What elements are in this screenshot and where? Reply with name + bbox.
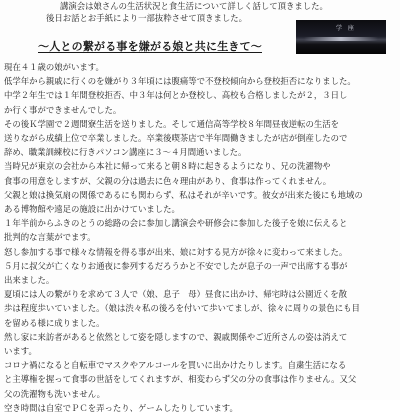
body-text [0, 60, 400, 415]
body-line: 空き時間は自室でＰＣを弄ったり、ゲームしたりしています。 [4, 402, 238, 413]
body-line: 低学年から親戚に行くのを嫌がり３年頃には腹痛等で不登校傾向から登校拒否になりました。 [4, 76, 356, 87]
photo-caption: 学 座 [336, 25, 356, 32]
body-line: 当時兄が東京の会社から本社に帰って来ると朝８時に起きるようになり、兄の洗濯物や [4, 161, 331, 172]
body-line: 現在４１歳の娘がいます。 [4, 62, 104, 72]
intro-line: 後日お話とお手紙により一部抜粋させて頂きました。 [46, 13, 247, 23]
body-line: ある博物館や遠足の施設に出かけていました。 [4, 204, 180, 215]
page-title: ～人との繋がる事を嫌がる娘と共に生きて～ [38, 40, 262, 53]
body-line: 歩は程度歩いていました。（娘は渋々私の後ろを付いて歩いてましが、徐々に周りの景色にも目 [4, 303, 360, 314]
body-line: を留める様に成りました。 [4, 317, 105, 328]
body-line: 夏頃には人の繋がりを求めて３人で（娘、息子 母）昼食に出かけ、帰宅時は公園近くを散 [4, 289, 348, 300]
body-line: います。 [4, 346, 37, 357]
horizon-glow [304, 37, 378, 41]
body-line: 批判的な言葉がでます。 [4, 232, 96, 243]
body-line: か行く事ができませんでした。 [4, 104, 122, 115]
body-line: 父親と娘は換気扇の関係であるにも関わらず、私はそれが辛いです。彼女が出来た後にも地域の [4, 189, 363, 200]
night-landscape-photo [296, 20, 386, 54]
body-line: その後Ｋ学園で２週間寮生活を送りました。そして通信高等学校８年間昼夜逆転の生活を [4, 118, 339, 129]
body-line: コロナ禍になると自転車でマスクやアルコールを買いに出かけたりします。自粛生活になる [4, 360, 347, 371]
body-line: 父の洗濯物も洗いません。 [4, 388, 106, 399]
body-line: 送りながら成績上位で卒業しました。卒業後喫茶店で半年間働きましたが店が倒産したので [4, 133, 348, 144]
body-line: 怒し参加する事で様々な情報を得る事が出来、娘に対する見方が徐々に変わって来ました。 [4, 246, 348, 257]
body-line: 中学２年生では１年間登校拒否、中３年は何とか登校し、高校も合格しましたが２，３日し [4, 90, 348, 101]
body-line: １年半前からふきのとうの総路の会に参加し講演会や研修会に参加した後子を娘に伝えると [4, 218, 348, 229]
body-line: 辞め、職業訓練校に行きパソコン講座に３～４月間通いました。 [4, 147, 247, 158]
body-line: 出来ました。 [4, 275, 55, 286]
body-line: 然し家に来訪者があると依然として姿を隠しますので、親戚関係やご近所さんの姿は消えて [4, 331, 348, 342]
body-line: ５月に叔父が亡くなりお通夜に参列するだろうかと不安でしたが息子の一声で出席する事が [4, 260, 348, 271]
intro-line: 講演会は娘さんの生活状況と食生活について詳しく話して頂きました。 [60, 1, 328, 11]
body-line: と主導権を握って食事の世話をしてくれますが、相変わらず父の分の食事は作りません。又父 [4, 374, 357, 385]
body-line: 食事の用意をしますが、父親の分は過去に色々理由があり、食事は作ってくれません。 [4, 175, 332, 186]
